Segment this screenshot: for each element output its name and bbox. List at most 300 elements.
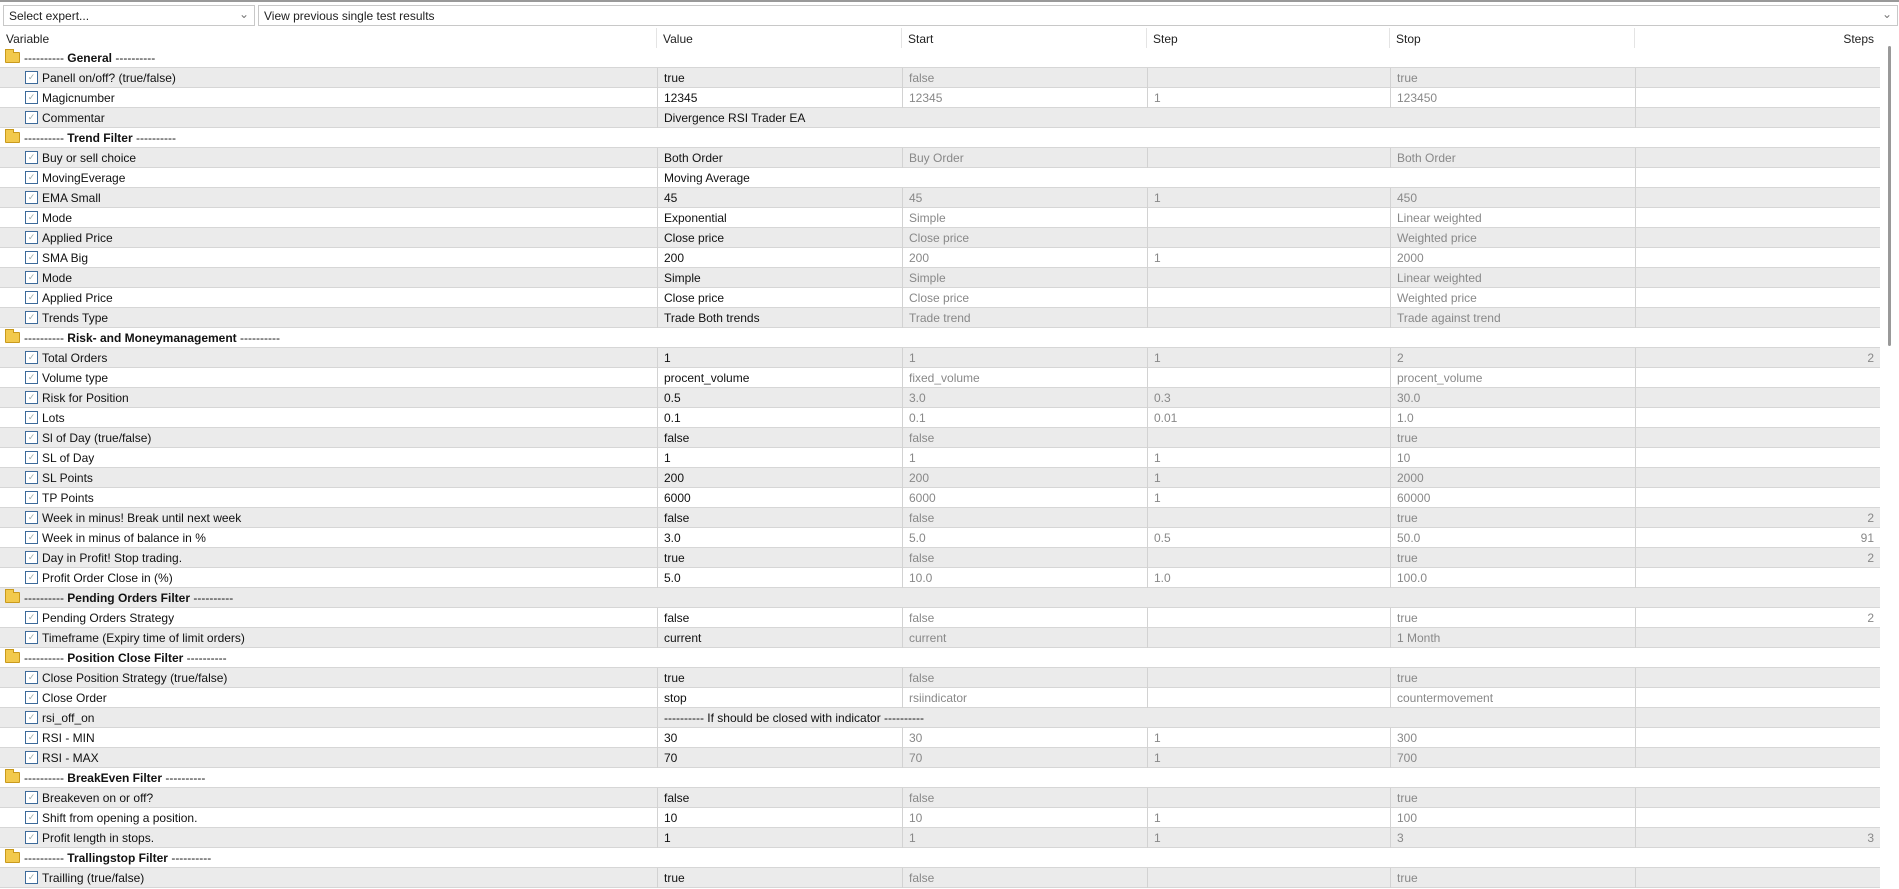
- group-label: ---------- BreakEven Filter ----------: [24, 771, 206, 785]
- cell-steps: [1635, 88, 1880, 108]
- group-title: BreakEven Filter: [67, 771, 163, 785]
- group-title: Risk- and Moneymanagement: [67, 331, 237, 345]
- cell-value[interactable]: 200: [657, 248, 902, 268]
- cell-steps: 2: [1635, 508, 1880, 528]
- group-title: Trend Filter: [67, 131, 133, 145]
- cell-step: 1: [1147, 248, 1390, 268]
- table-row[interactable]: [0, 488, 1880, 508]
- column-header-stop[interactable]: Stop: [1390, 28, 1635, 48]
- group-title: Position Close Filter: [67, 651, 184, 665]
- variable-name: RSI - MIN: [42, 731, 95, 745]
- checkbox[interactable]: ✓: [25, 551, 38, 564]
- column-header-start[interactable]: Start: [902, 28, 1147, 48]
- checkbox[interactable]: ✓: [25, 631, 38, 644]
- cell-value[interactable]: Simple: [657, 268, 902, 288]
- cell-stop: 700: [1390, 748, 1635, 768]
- table-row[interactable]: [0, 268, 1880, 288]
- cell-steps: [1635, 428, 1880, 448]
- checkbox[interactable]: ✓: [25, 491, 38, 504]
- variable-name: Commentar: [42, 111, 105, 125]
- cell-steps: [1635, 228, 1880, 248]
- cell-stop: 450: [1390, 188, 1635, 208]
- cell-value[interactable]: 45: [657, 188, 902, 208]
- table-row[interactable]: [0, 228, 1880, 248]
- table-row[interactable]: [0, 308, 1880, 328]
- table-header: [0, 28, 1880, 48]
- variable-name: Profit length in stops.: [42, 831, 155, 845]
- cell-step: [1147, 868, 1390, 888]
- cell-step: [1147, 788, 1390, 808]
- cell-step: [1147, 548, 1390, 568]
- cell-value[interactable]: 30: [657, 728, 902, 748]
- variable-name: Breakeven on or off?: [42, 791, 154, 805]
- checkbox[interactable]: ✓: [25, 431, 38, 444]
- table-row[interactable]: [0, 108, 1880, 128]
- cell-step: 1: [1147, 448, 1390, 468]
- variable-name: Day in Profit! Stop trading.: [42, 551, 183, 565]
- checkbox[interactable]: ✓: [25, 271, 38, 284]
- cell-value[interactable]: false: [657, 788, 902, 808]
- variable-name: Risk for Position: [42, 391, 129, 405]
- cell-start: 200: [902, 468, 1147, 488]
- checkbox[interactable]: ✓: [25, 151, 38, 164]
- cell-step: 1: [1147, 748, 1390, 768]
- cell-stop: 1.0: [1390, 408, 1635, 428]
- cell-value[interactable]: 0.5: [657, 388, 902, 408]
- table-row[interactable]: [0, 708, 1880, 728]
- cell-start: 6000: [902, 488, 1147, 508]
- cell-start: 70: [902, 748, 1147, 768]
- cell-steps: [1635, 268, 1880, 288]
- cell-stop: countermovement: [1390, 688, 1635, 708]
- cell-steps: [1635, 408, 1880, 428]
- vertical-scrollbar[interactable]: [1880, 28, 1899, 889]
- cell-start: 30: [902, 728, 1147, 748]
- cell-steps: [1635, 628, 1880, 648]
- cell-stop: 60000: [1390, 488, 1635, 508]
- table-row[interactable]: [0, 688, 1880, 708]
- results-select-value: View previous single test results: [264, 9, 435, 23]
- variable-name: Mode: [42, 271, 73, 285]
- cell-stop: true: [1390, 868, 1635, 888]
- cell-start: false: [902, 608, 1147, 628]
- cell-start: Simple: [902, 208, 1147, 228]
- group-row[interactable]: [0, 848, 1880, 868]
- cell-step: [1147, 508, 1390, 528]
- checkbox[interactable]: ✓: [25, 451, 38, 464]
- variable-name: Week in minus of balance in %: [42, 531, 206, 545]
- checkbox[interactable]: ✓: [25, 571, 38, 584]
- variable-name: Pending Orders Strategy: [42, 611, 175, 625]
- cell-step: 1: [1147, 728, 1390, 748]
- cell-value[interactable]: true: [657, 668, 902, 688]
- cell-stop: 300: [1390, 728, 1635, 748]
- group-label: ---------- General ----------: [24, 51, 156, 65]
- group-label: ---------- Pending Orders Filter ----------: [24, 591, 234, 605]
- variable-name: TP Points: [42, 491, 94, 505]
- cell-step: 0.01: [1147, 408, 1390, 428]
- cell-steps: [1635, 168, 1880, 188]
- cell-value[interactable]: true: [657, 868, 902, 888]
- table-row[interactable]: [0, 868, 1880, 888]
- checkbox[interactable]: ✓: [25, 191, 38, 204]
- cell-value[interactable]: 70: [657, 748, 902, 768]
- checkbox[interactable]: ✓: [25, 111, 38, 124]
- table-row[interactable]: [0, 388, 1880, 408]
- table-row[interactable]: [0, 788, 1880, 808]
- cell-start: false: [902, 428, 1147, 448]
- cell-start: 1: [902, 448, 1147, 468]
- variable-name: Volume type: [42, 371, 109, 385]
- cell-step: 1: [1147, 808, 1390, 828]
- cell-steps: [1635, 808, 1880, 828]
- cell-value[interactable]: true: [657, 68, 902, 88]
- cell-value[interactable]: 1: [657, 348, 902, 368]
- variable-name: Panell on/off? (true/false): [42, 71, 176, 85]
- table-row[interactable]: [0, 508, 1880, 528]
- table-row[interactable]: [0, 148, 1880, 168]
- cell-steps: [1635, 108, 1880, 128]
- cell-steps: [1635, 568, 1880, 588]
- cell-steps: [1635, 488, 1880, 508]
- cell-start: Trade trend: [902, 308, 1147, 328]
- cell-steps: 2: [1635, 548, 1880, 568]
- checkbox[interactable]: ✓: [25, 671, 38, 684]
- variable-name: Buy or sell choice: [42, 151, 137, 165]
- checkbox[interactable]: ✓: [25, 231, 38, 244]
- cell-start: 45: [902, 188, 1147, 208]
- variable-name: Profit Order Close in (%): [42, 571, 173, 585]
- expert-select-value: Select expert...: [9, 9, 90, 23]
- cell-step: 0.3: [1147, 388, 1390, 408]
- chevron-down-icon: ⌄: [1881, 7, 1892, 21]
- cell-stop: 2000: [1390, 468, 1635, 488]
- cell-value[interactable]: Trade Both trends: [657, 308, 902, 328]
- cell-steps: [1635, 868, 1880, 888]
- group-row[interactable]: [0, 328, 1880, 348]
- cell-steps: [1635, 728, 1880, 748]
- variable-name: SMA Big: [42, 251, 89, 265]
- variable-name: MovingEverage: [42, 171, 126, 185]
- cell-value[interactable]: 1: [657, 828, 902, 848]
- cell-start: Simple: [902, 268, 1147, 288]
- cell-value[interactable]: false: [657, 608, 902, 628]
- cell-start: Close price: [902, 288, 1147, 308]
- variable-name: rsi_off_on: [42, 711, 95, 725]
- cell-step: [1147, 368, 1390, 388]
- table-row[interactable]: [0, 188, 1880, 208]
- cell-stop: 10: [1390, 448, 1635, 468]
- cell-steps: [1635, 708, 1880, 728]
- cell-stop: true: [1390, 608, 1635, 628]
- cell-steps: [1635, 388, 1880, 408]
- variable-name: Mode: [42, 211, 73, 225]
- cell-start: false: [902, 68, 1147, 88]
- variable-name: Lots: [42, 411, 65, 425]
- cell-start: false: [902, 868, 1147, 888]
- cell-steps: [1635, 368, 1880, 388]
- cell-stop: Both Order: [1390, 148, 1635, 168]
- variable-name: EMA Small: [42, 191, 101, 205]
- variable-name: Magicnumber: [42, 91, 115, 105]
- cell-step: 1: [1147, 468, 1390, 488]
- group-row[interactable]: [0, 588, 1880, 608]
- cell-steps: [1635, 248, 1880, 268]
- cell-value[interactable]: Both Order: [657, 148, 902, 168]
- cell-value[interactable]: 5.0: [657, 568, 902, 588]
- cell-steps: [1635, 308, 1880, 328]
- group-title: General: [67, 51, 112, 65]
- table-row[interactable]: [0, 88, 1880, 108]
- variable-name: Applied Price: [42, 291, 113, 305]
- table-row[interactable]: [0, 428, 1880, 448]
- table-row[interactable]: [0, 568, 1880, 588]
- variable-name: SL of Day: [42, 451, 95, 465]
- checkbox[interactable]: ✓: [25, 251, 38, 264]
- cell-step: [1147, 208, 1390, 228]
- cell-start: 1: [902, 348, 1147, 368]
- cell-steps: [1635, 668, 1880, 688]
- variable-name: Sl of Day (true/false): [42, 431, 152, 445]
- cell-steps: [1635, 468, 1880, 488]
- group-row[interactable]: [0, 648, 1880, 668]
- table-row[interactable]: [0, 468, 1880, 488]
- cell-steps: 91: [1635, 528, 1880, 548]
- table-row[interactable]: [0, 68, 1880, 88]
- checkbox[interactable]: ✓: [25, 351, 38, 364]
- table-row[interactable]: [0, 408, 1880, 428]
- group-label: ---------- Trend Filter ----------: [24, 131, 176, 145]
- cell-step: 1.0: [1147, 568, 1390, 588]
- checkbox[interactable]: ✓: [25, 391, 38, 404]
- table-row[interactable]: [0, 728, 1880, 748]
- cell-step: 1: [1147, 828, 1390, 848]
- cell-start: fixed_volume: [902, 368, 1147, 388]
- cell-steps: [1635, 788, 1880, 808]
- cell-stop: true: [1390, 788, 1635, 808]
- cell-stop: 1 Month: [1390, 628, 1635, 648]
- checkbox[interactable]: ✓: [25, 171, 38, 184]
- group-title: Trallingstop Filter: [67, 851, 168, 865]
- cell-steps: [1635, 188, 1880, 208]
- column-header-step[interactable]: Step: [1147, 28, 1390, 48]
- checkbox[interactable]: ✓: [25, 311, 38, 324]
- cell-start: Close price: [902, 228, 1147, 248]
- cell-value[interactable]: ---------- If should be closed with indicator ----------: [657, 708, 1635, 728]
- cell-step: 1: [1147, 488, 1390, 508]
- cell-steps: [1635, 208, 1880, 228]
- cell-value[interactable]: 3.0: [657, 528, 902, 548]
- table-row[interactable]: [0, 668, 1880, 688]
- cell-value[interactable]: 0.1: [657, 408, 902, 428]
- checkbox[interactable]: ✓: [25, 691, 38, 704]
- cell-steps: [1635, 148, 1880, 168]
- cell-value[interactable]: Divergence RSI Trader EA: [657, 108, 1635, 128]
- variable-name: RSI - MAX: [42, 751, 99, 765]
- cell-stop: Weighted price: [1390, 228, 1635, 248]
- group-label: ---------- Position Close Filter ----------: [24, 651, 227, 665]
- table-row[interactable]: [0, 528, 1880, 548]
- column-header-value[interactable]: Value: [657, 28, 902, 48]
- cell-value[interactable]: current: [657, 628, 902, 648]
- checkbox[interactable]: ✓: [25, 291, 38, 304]
- checkbox[interactable]: ✓: [25, 611, 38, 624]
- variable-name: Close Position Strategy (true/false): [42, 671, 228, 685]
- cell-steps: [1635, 748, 1880, 768]
- checkbox[interactable]: ✓: [25, 871, 38, 884]
- cell-stop: true: [1390, 508, 1635, 528]
- checkbox[interactable]: ✓: [25, 511, 38, 524]
- checkbox[interactable]: ✓: [25, 811, 38, 824]
- cell-stop: true: [1390, 548, 1635, 568]
- checkbox[interactable]: ✓: [25, 751, 38, 764]
- cell-step: [1147, 268, 1390, 288]
- cell-step: [1147, 428, 1390, 448]
- cell-value[interactable]: Moving Average: [657, 168, 1635, 188]
- cell-steps: [1635, 688, 1880, 708]
- cell-step: [1147, 148, 1390, 168]
- cell-stop: procent_volume: [1390, 368, 1635, 388]
- cell-step: [1147, 288, 1390, 308]
- cell-stop: 100: [1390, 808, 1635, 828]
- toolbar: [0, 0, 1899, 28]
- cell-value[interactable]: 10: [657, 808, 902, 828]
- checkbox[interactable]: ✓: [25, 371, 38, 384]
- checkbox[interactable]: ✓: [25, 91, 38, 104]
- scrollbar-thumb[interactable]: [1888, 46, 1891, 346]
- cell-value[interactable]: Close price: [657, 288, 902, 308]
- cell-start: 1: [902, 828, 1147, 848]
- table-row[interactable]: [0, 628, 1880, 648]
- cell-start: 200: [902, 248, 1147, 268]
- cell-start: false: [902, 548, 1147, 568]
- cell-value[interactable]: false: [657, 428, 902, 448]
- cell-stop: 123450: [1390, 88, 1635, 108]
- table-row[interactable]: [0, 748, 1880, 768]
- cell-step: [1147, 688, 1390, 708]
- group-row[interactable]: [0, 48, 1880, 68]
- checkbox[interactable]: ✓: [25, 411, 38, 424]
- cell-value[interactable]: false: [657, 508, 902, 528]
- parameters-table: [0, 48, 1880, 888]
- checkbox[interactable]: ✓: [25, 471, 38, 484]
- cell-step: 0.5: [1147, 528, 1390, 548]
- checkbox[interactable]: ✓: [25, 791, 38, 804]
- cell-start: false: [902, 788, 1147, 808]
- table-row[interactable]: [0, 448, 1880, 468]
- cell-stop: 100.0: [1390, 568, 1635, 588]
- table-row[interactable]: [0, 288, 1880, 308]
- cell-stop: 30.0: [1390, 388, 1635, 408]
- cell-step: [1147, 608, 1390, 628]
- cell-start: 12345: [902, 88, 1147, 108]
- table-row[interactable]: [0, 828, 1880, 848]
- group-label: ---------- Trallingstop Filter ----------: [24, 851, 212, 865]
- variable-name: Trends Type: [42, 311, 109, 325]
- cell-start: 10.0: [902, 568, 1147, 588]
- cell-value[interactable]: 200: [657, 468, 902, 488]
- variable-name: Shift from opening a position.: [42, 811, 198, 825]
- table-row[interactable]: [0, 248, 1880, 268]
- table-row[interactable]: [0, 808, 1880, 828]
- variable-name: Trailling (true/false): [42, 871, 145, 885]
- group-title: Pending Orders Filter: [67, 591, 190, 605]
- cell-stop: 2: [1390, 348, 1635, 368]
- table-row[interactable]: [0, 368, 1880, 388]
- cell-stop: 3: [1390, 828, 1635, 848]
- column-header-variable[interactable]: Variable: [0, 28, 657, 48]
- variable-name: Total Orders: [42, 351, 108, 365]
- checkbox[interactable]: ✓: [25, 531, 38, 544]
- cell-value[interactable]: 1: [657, 448, 902, 468]
- cell-stop: Linear weighted: [1390, 268, 1635, 288]
- group-row[interactable]: [0, 768, 1880, 788]
- cell-value[interactable]: 12345: [657, 88, 902, 108]
- cell-start: 5.0: [902, 528, 1147, 548]
- cell-start: Buy Order: [902, 148, 1147, 168]
- results-select[interactable]: [258, 5, 1898, 26]
- table-row[interactable]: [0, 348, 1880, 368]
- table-row[interactable]: [0, 208, 1880, 228]
- cell-stop: 50.0: [1390, 528, 1635, 548]
- cell-start: 0.1: [902, 408, 1147, 428]
- cell-value[interactable]: stop: [657, 688, 902, 708]
- cell-start: rsiindicator: [902, 688, 1147, 708]
- checkbox[interactable]: ✓: [25, 711, 38, 724]
- chevron-down-icon: ⌄: [238, 7, 249, 21]
- expert-select[interactable]: [3, 5, 255, 26]
- cell-stop: Trade against trend: [1390, 308, 1635, 328]
- cell-stop: 2000: [1390, 248, 1635, 268]
- table-row[interactable]: [0, 548, 1880, 568]
- cell-steps: [1635, 288, 1880, 308]
- cell-stop: true: [1390, 68, 1635, 88]
- cell-step: [1147, 228, 1390, 248]
- cell-stop: Weighted price: [1390, 288, 1635, 308]
- table-row[interactable]: [0, 168, 1880, 188]
- variable-name: SL Points: [42, 471, 93, 485]
- cell-step: 1: [1147, 348, 1390, 368]
- cell-value[interactable]: true: [657, 548, 902, 568]
- checkbox[interactable]: ✓: [25, 831, 38, 844]
- cell-steps: 2: [1635, 348, 1880, 368]
- cell-steps: 3: [1635, 828, 1880, 848]
- cell-step: 1: [1147, 188, 1390, 208]
- variable-name: Week in minus! Break until next week: [42, 511, 242, 525]
- cell-start: false: [902, 668, 1147, 688]
- variable-name: Applied Price: [42, 231, 113, 245]
- cell-value[interactable]: Close price: [657, 228, 902, 248]
- group-label: ---------- Risk- and Moneymanagement ----------: [24, 331, 280, 345]
- cell-value[interactable]: Exponential: [657, 208, 902, 228]
- group-row[interactable]: [0, 128, 1880, 148]
- checkbox[interactable]: ✓: [25, 71, 38, 84]
- cell-step: [1147, 628, 1390, 648]
- cell-step: 1: [1147, 88, 1390, 108]
- checkbox[interactable]: ✓: [25, 731, 38, 744]
- table-row[interactable]: [0, 608, 1880, 628]
- column-header-steps[interactable]: Steps: [1843, 32, 1874, 46]
- cell-start: false: [902, 508, 1147, 528]
- cell-value[interactable]: procent_volume: [657, 368, 902, 388]
- cell-step: [1147, 668, 1390, 688]
- variable-name: Timeframe (Expiry time of limit orders): [42, 631, 245, 645]
- cell-start: current: [902, 628, 1147, 648]
- checkbox[interactable]: ✓: [25, 211, 38, 224]
- cell-value[interactable]: 6000: [657, 488, 902, 508]
- cell-step: [1147, 68, 1390, 88]
- cell-step: [1147, 308, 1390, 328]
